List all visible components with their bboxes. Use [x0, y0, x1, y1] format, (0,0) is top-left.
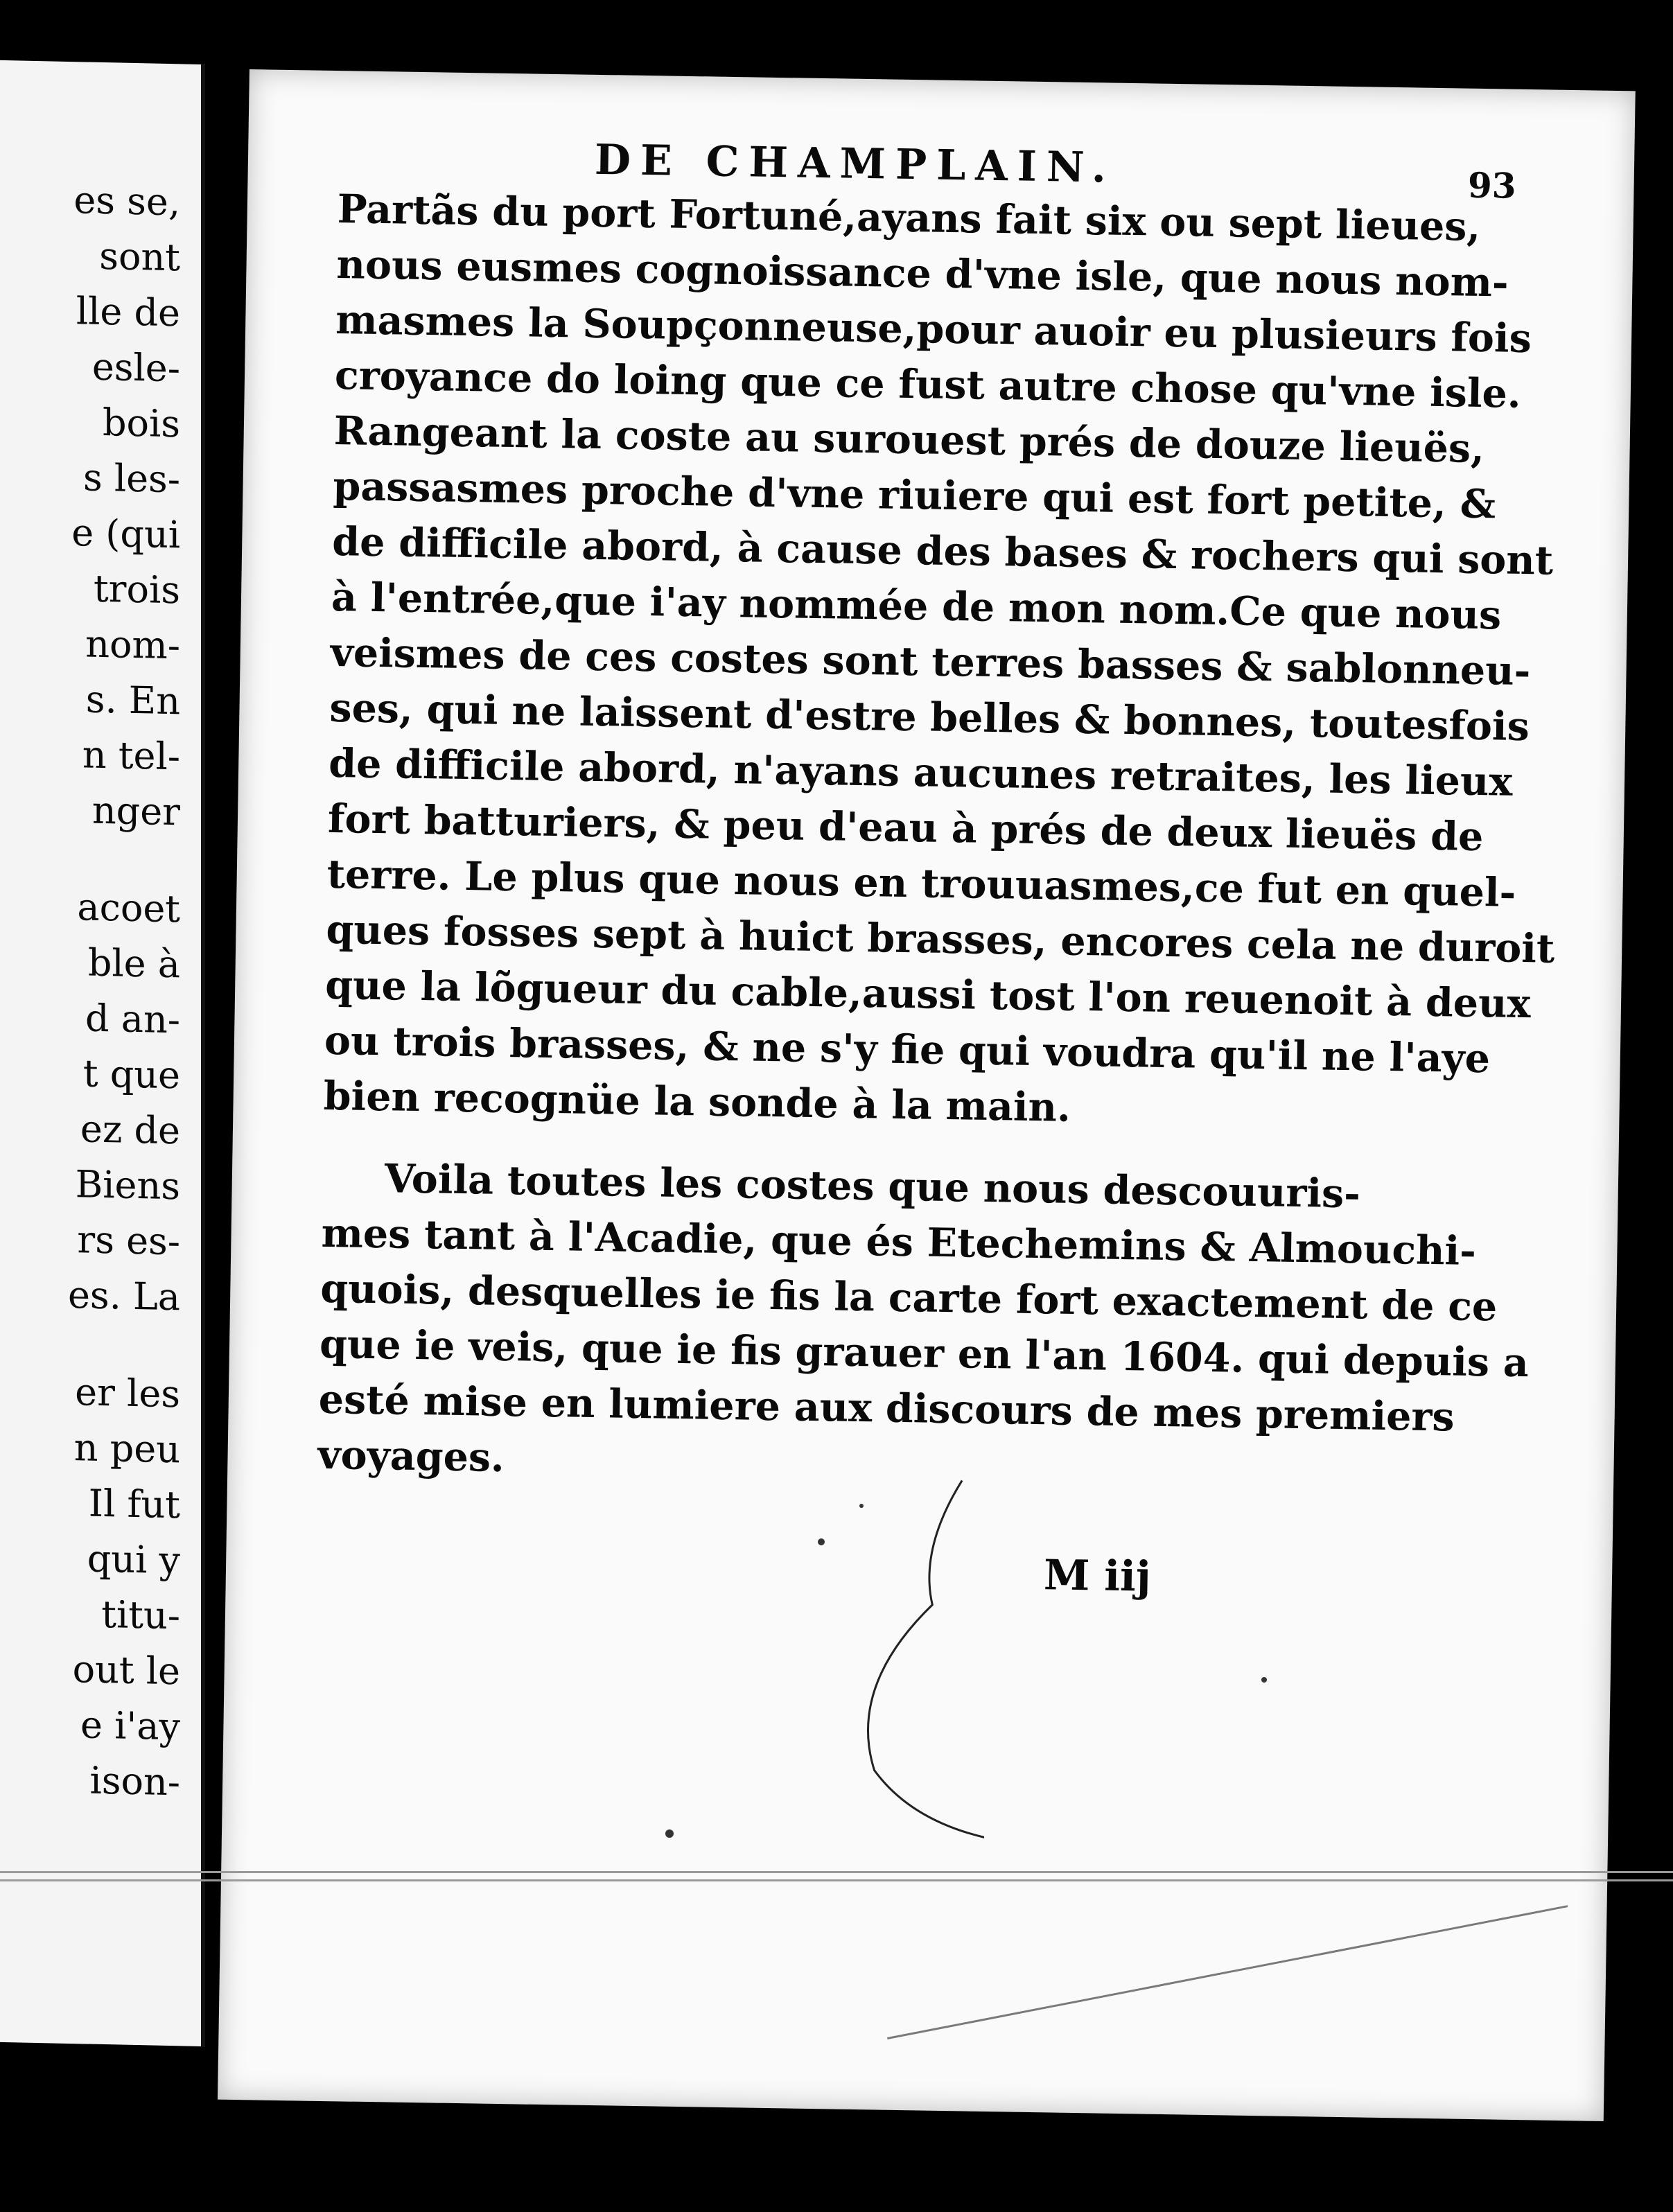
- running-head: DE CHAMPLAIN.: [594, 135, 1116, 193]
- book-page: [218, 69, 1636, 2121]
- scan-rule: [0, 1879, 1673, 1881]
- facing-page-line: trois: [93, 566, 180, 613]
- facing-page-line: ez de: [80, 1107, 180, 1153]
- facing-page-line: esle-: [91, 344, 180, 391]
- text-line: quois, desquelles ie fis la carte fort exactement de ce: [319, 1265, 1498, 1331]
- facing-page-line: [0, 1322, 180, 1367]
- facing-page-line: ble à: [87, 940, 180, 987]
- text-line: Voila toutes les costes que nous descouuris-: [384, 1155, 1361, 1218]
- facing-page-line: t que: [82, 1051, 180, 1098]
- facing-page-line: n peu: [73, 1425, 180, 1472]
- facing-page-line: d an-: [85, 996, 180, 1042]
- text-line: ou trois brasses, & ne s'y fie qui voudra qu'il ne l'aye: [324, 1017, 1491, 1082]
- scan-speck: [859, 1504, 864, 1508]
- text-line: veismes de ces costes sont terres basses & sablonneu-: [330, 629, 1531, 695]
- facing-page-line: es se,: [73, 178, 180, 225]
- text-line: masmes la Soupçonneuse,pour auoir eu plusieurs fois: [335, 297, 1532, 362]
- facing-page-line: e (qui: [71, 511, 180, 557]
- scan-artifact-stroke: [706, 1463, 990, 1883]
- facing-page-line: rs es-: [77, 1218, 180, 1264]
- scan-speck: [1261, 1677, 1267, 1683]
- facing-page-line: acoet: [77, 885, 180, 931]
- signature-mark: M iij: [1043, 1551, 1152, 1601]
- scan-rule: [0, 1871, 1673, 1873]
- text-line: esté mise en lumiere aux discours de mes premiers: [318, 1376, 1455, 1441]
- text-line: à l'entrée,que i'ay nommée de mon nom.Ce que nous: [331, 573, 1502, 639]
- facing-page-line: s. En: [85, 677, 180, 723]
- facing-page-line: e i'ay: [80, 1703, 180, 1749]
- facing-page-line: titu-: [101, 1592, 180, 1638]
- facing-page-line: sont: [99, 234, 180, 280]
- facing-page-line: nger: [91, 788, 180, 834]
- facing-page: [0, 60, 205, 2046]
- page-number: 93: [1467, 164, 1517, 207]
- text-line: que la lõgueur du cable,aussi tost l'on reuenoit à deux: [324, 961, 1532, 1028]
- text-line: nous eusmes cognoissance d'vne isle, que nous nom-: [336, 241, 1509, 306]
- text-line: Partãs du port Fortuné,ayans fait six ou sept lieues,: [337, 186, 1481, 250]
- text-line: de difficile abord, n'ayans aucunes retraites, les lieux: [328, 739, 1513, 805]
- scan-speck: [665, 1829, 674, 1838]
- facing-page-line: er les: [75, 1370, 180, 1416]
- text-line: que ie veis, que ie fis grauer en l'an 1604. qui depuis a: [319, 1320, 1530, 1387]
- text-line: mes tant à l'Acadie, que és Etechemins & Almouchi-: [321, 1209, 1477, 1275]
- paragraph-2: [317, 1150, 1530, 1499]
- scan-speck: [818, 1538, 825, 1545]
- facing-page-line: out le: [72, 1647, 180, 1694]
- facing-page-line: qui y: [87, 1536, 180, 1583]
- facing-page-line: Biens: [75, 1162, 180, 1209]
- text-line: passasmes proche d'vne riuiere qui est fort petite, &: [333, 462, 1496, 528]
- facing-page-text: [0, 171, 180, 1810]
- facing-page-line: s les-: [82, 455, 180, 502]
- facing-page-line: Il fut: [88, 1481, 180, 1527]
- text-line: bien recognüe la sonde à la main.: [323, 1072, 1071, 1131]
- facing-page-line: bois: [102, 400, 180, 446]
- facing-page-line: [0, 836, 180, 881]
- facing-page-line: es. La: [67, 1272, 180, 1319]
- facing-page-line: ison-: [89, 1758, 180, 1805]
- text-line: fort batturiers, & peu d'eau à prés de deux lieuës de: [327, 795, 1484, 861]
- facing-page-line: n tel-: [82, 732, 180, 779]
- text-line: ques fosses sept à huict brasses, encores cela ne duroit: [325, 906, 1555, 972]
- text-line: ses, qui ne laissent d'estre belles & bonnes, toutesfois: [329, 684, 1530, 750]
- text-line: voyages.: [317, 1431, 505, 1482]
- facing-page-line: lle de: [76, 289, 180, 335]
- text-line: croyance do loing que ce fust autre chose qu'vne isle.: [334, 351, 1522, 417]
- text-line: Rangeant la coste au surouest prés de douze lieuës,: [333, 407, 1485, 473]
- text-line: de difficile abord, à cause des bases & rochers qui sont: [331, 518, 1554, 584]
- text-line: terre. Le plus que nous en trouuasmes,ce fut en quel-: [326, 850, 1516, 916]
- facing-page-line: nom-: [85, 622, 180, 668]
